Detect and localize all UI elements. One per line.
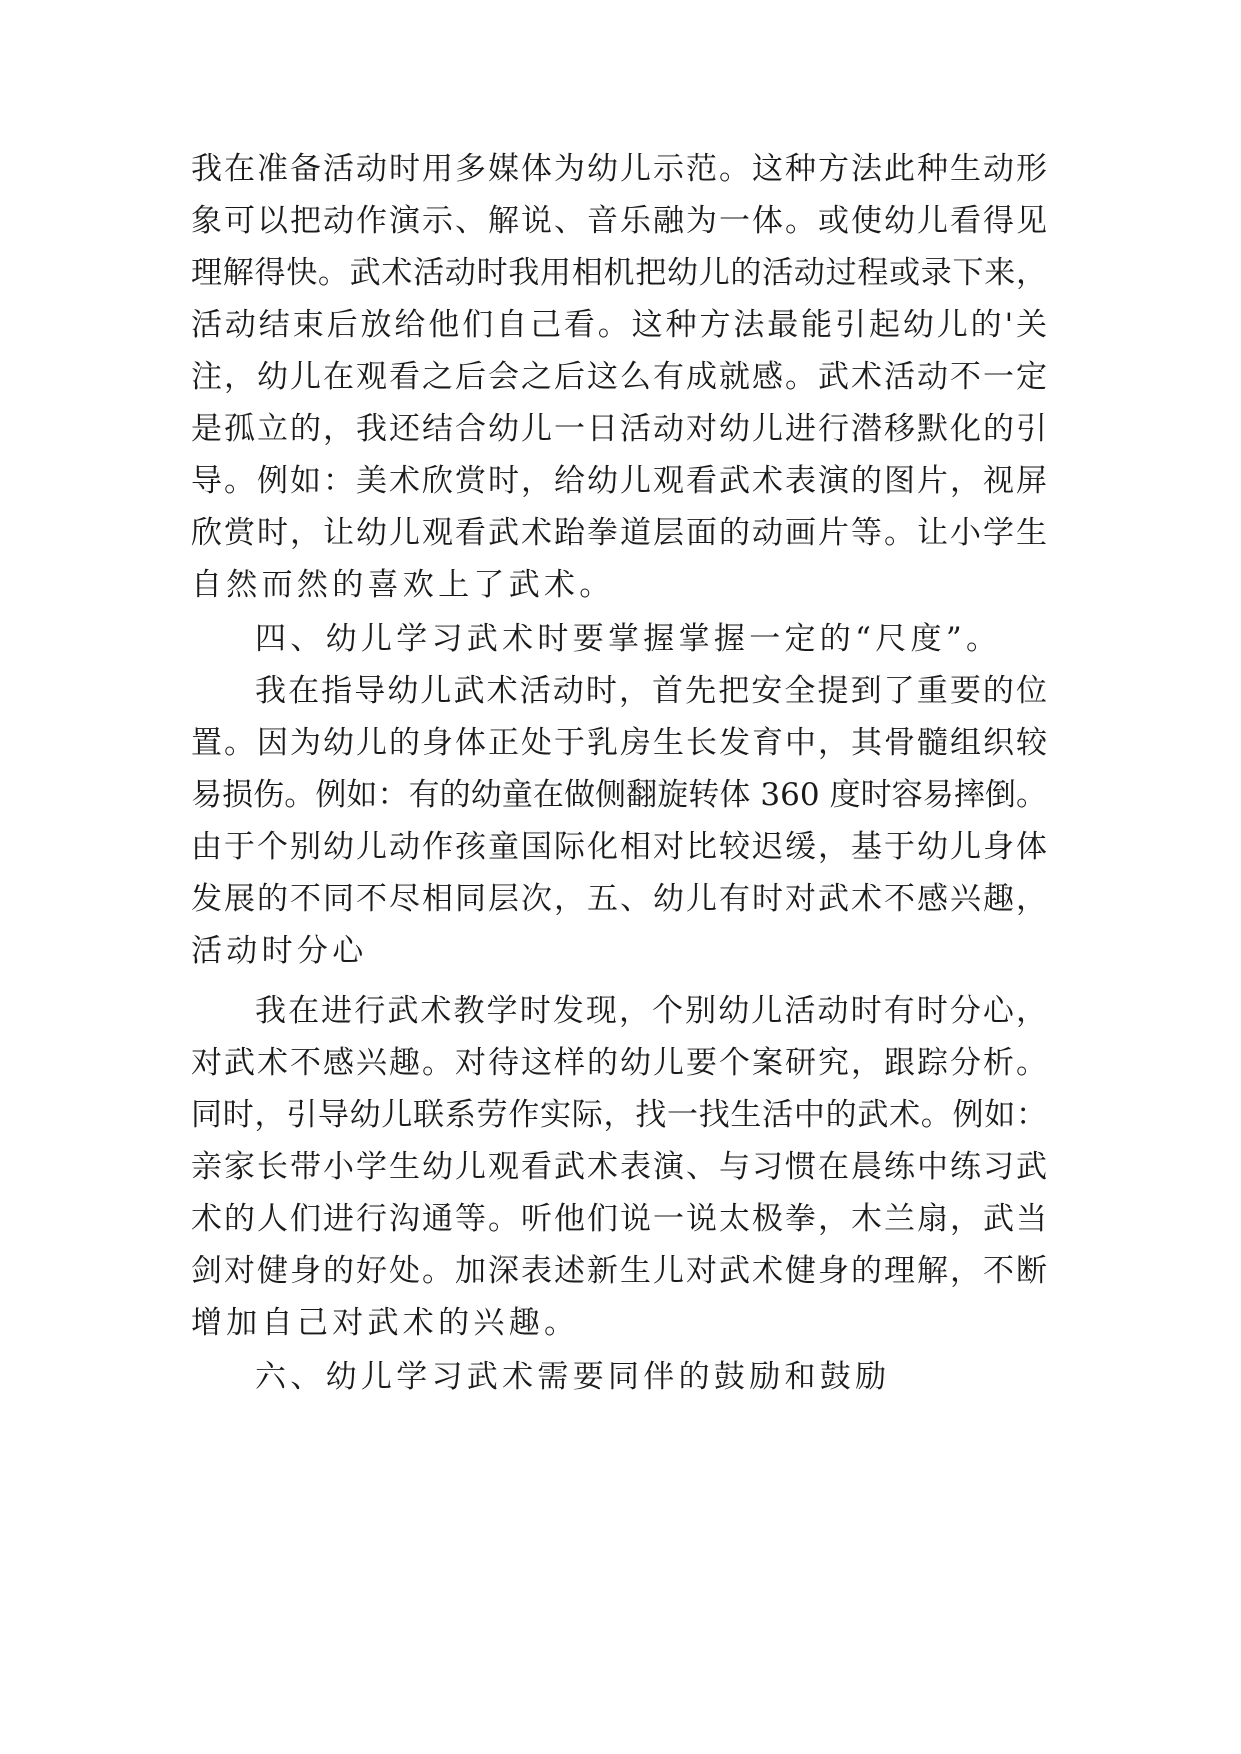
text-line-12: 置。因为幼儿的身体正处于乳房生长发育中，其骨髓组织较 [191, 725, 1047, 761]
text-line-11: 我在指导幼儿武术活动时，首先把安全提到了重要的位 [255, 673, 1047, 709]
text-line-1: 我在准备活动时用多媒体为幼儿示范。这种方法此种生动形 [191, 151, 1047, 187]
text-line-16: 活动时分心 [191, 933, 368, 969]
text-line-14: 由于个别幼儿动作孩童国际化相对比较迟缓，基于幼儿身体 [191, 829, 1047, 865]
text-line-22: 剑对健身的好处。加深表述新生儿对武术健身的理解，不断 [191, 1253, 1047, 1289]
text-line-17: 我在进行武术教学时发现，个别幼儿活动时有时分心， [255, 993, 1047, 1029]
text-line-19: 同时，引导幼儿联系劳作实际，找一找生活中的武术。例如： [191, 1097, 1047, 1133]
text-line-3: 理解得快。武术活动时我用相机把幼儿的活动过程或录下来， [191, 255, 1047, 291]
section-heading-6: 六、幼儿学习武术需要同伴的鼓励和鼓励 [255, 1359, 891, 1395]
text-line-5: 注，幼儿在观看之后会之后这么有成就感。武术活动不一定 [191, 359, 1047, 395]
text-line-8: 欣赏时，让幼儿观看武术跆拳道层面的动画片等。让小学生 [191, 515, 1047, 551]
text-line-9: 自然而然的喜欢上了武术。 [191, 567, 615, 603]
text-line-6: 是孤立的，我还结合幼儿一日活动对幼儿进行潜移默化的引 [191, 411, 1047, 447]
text-line-21: 术的人们进行沟通等。听他们说一说太极拳，木兰扇，武当 [191, 1201, 1047, 1237]
text-line-7: 导。例如：美术欣赏时，给幼儿观看武术表演的图片，视屏 [191, 463, 1047, 499]
text-line-20: 亲家长带小学生幼儿观看武术表演、与习惯在晨练中练习武 [191, 1149, 1047, 1185]
text-line-23: 增加自己对武术的兴趣。 [191, 1305, 580, 1341]
section-heading-4: 四、幼儿学习武术时要掌握掌握一定的“尺度”。 [255, 621, 1002, 657]
text-line-13: 易损伤。例如：有的幼童在做侧翻旋转体 360 度时容易摔倒。 [191, 777, 1047, 813]
text-line-2: 象可以把动作演示、解说、音乐融为一体。或使幼儿看得见 [191, 203, 1047, 239]
text-line-15: 发展的不同不尽相同层次，五、幼儿有时对武术不感兴趣， [191, 881, 1047, 917]
text-line-4: 活动结束后放给他们自己看。这种方法最能引起幼儿的'关 [191, 307, 1047, 343]
text-line-18: 对武术不感兴趣。对待这样的幼儿要个案研究，跟踪分析。 [191, 1045, 1047, 1081]
